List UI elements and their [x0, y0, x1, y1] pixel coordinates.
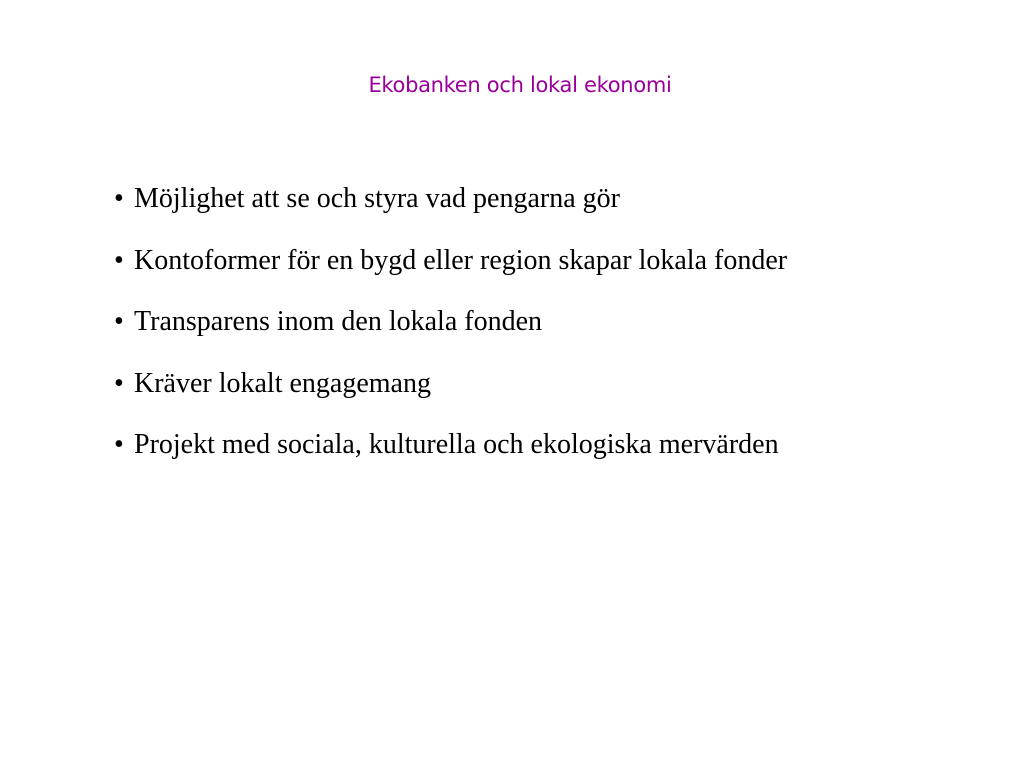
bullet-list	[114, 181, 787, 489]
bullet-icon: •	[114, 244, 124, 276]
bullet-icon: •	[114, 367, 124, 399]
bullet-text: Kräver lokalt engagemang	[134, 367, 431, 399]
bullet-item	[114, 366, 787, 428]
bullet-icon: •	[114, 183, 124, 214]
bullet-icon: •	[114, 429, 124, 460]
bullet-item	[114, 181, 787, 243]
bullet-text: Kontoformer för en bygd eller region skapar lokala fonder	[134, 244, 788, 276]
bullet-text: Projekt med sociala, kulturella och ekologiska mervärden	[134, 429, 779, 460]
bullet-text: Transparens inom den lokala fonden	[134, 306, 542, 337]
bullet-text: Möjlighet att se och styra vad pengarna gör	[134, 183, 620, 214]
bullet-item	[114, 304, 787, 366]
slide-title: Ekobanken och lokal ekonomi	[368, 73, 672, 97]
bullet-icon: •	[114, 306, 124, 337]
bullet-item	[114, 243, 787, 305]
bullet-item	[114, 427, 787, 489]
